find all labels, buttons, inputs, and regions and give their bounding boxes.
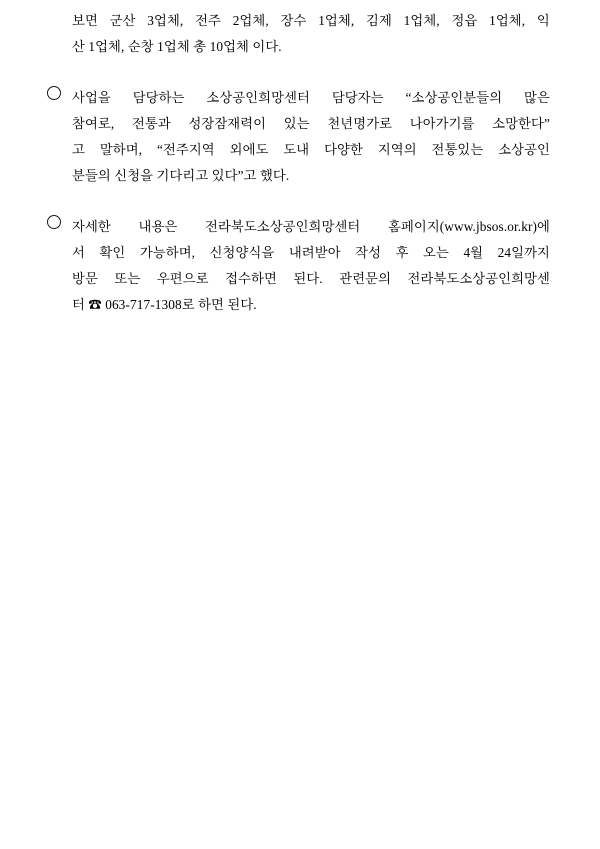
text-chunk: “전주지역 — [156, 142, 215, 157]
text-chunk: 군산 — [109, 13, 136, 28]
text-chunk: 장수 — [280, 13, 307, 28]
text-line — [72, 137, 550, 163]
circle-bullet-icon — [47, 215, 61, 229]
text-line — [72, 8, 550, 34]
phone-contact: 터 ☎ 063-717-1308로 하면 된다. — [72, 297, 257, 312]
text-chunk: 전라북도소상공인희망센 — [407, 271, 550, 286]
text-chunk: 천년명가로 — [327, 116, 393, 131]
text-chunk: 말하며, — [99, 142, 143, 157]
text-line — [72, 85, 550, 111]
text-chunk: 또는 — [114, 271, 141, 286]
text-chunk: 담당자는 — [331, 90, 384, 105]
text-chunk: 소상공인희망센터 — [206, 90, 310, 105]
text-chunk: 정읍 — [451, 13, 478, 28]
text-chunk: 외에도 — [229, 142, 269, 157]
text-chunk: 익 — [536, 13, 550, 28]
text-chunk: 24일까지 — [497, 245, 550, 260]
text-chunk: 김제 — [366, 13, 392, 28]
text-chunk: 전통과 — [131, 116, 171, 131]
text-chunk: 4월 — [463, 245, 484, 260]
text-chunk: 방문 — [72, 271, 98, 286]
document-body — [72, 0, 550, 343]
text-chunk: 자세한 — [72, 219, 111, 234]
text-line — [72, 266, 550, 292]
text-chunk: 3업체, — [147, 13, 184, 28]
text-chunk: 분들의 신청을 기다리고 있다”고 했다. — [72, 168, 290, 183]
paragraph-continuation — [72, 8, 550, 60]
text-chunk: 참여로, — [72, 116, 115, 131]
text-line — [72, 34, 550, 60]
text-chunk: 전주 — [195, 13, 221, 28]
text-chunk: 신청양식을 — [209, 245, 275, 260]
text-chunk: 산 1업체, 순창 1업체 총 10업체 이다. — [72, 39, 282, 54]
text-chunk: 2업체, — [232, 13, 269, 28]
text-chunk: 작성 — [355, 245, 382, 260]
text-chunk: “소상공인분들의 — [405, 90, 503, 105]
text-chunk: 우편으로 — [156, 271, 209, 286]
text-chunk: 1업체, — [318, 13, 355, 28]
text-chunk: 내려받아 — [288, 245, 341, 260]
text-chunk: 확인 — [99, 245, 126, 260]
text-chunk: 성장잠재력이 — [188, 116, 267, 131]
website-link[interactable]: 홈페이지(www.jbsos.or.kr)에 — [388, 219, 550, 234]
paragraph-bulleted — [72, 85, 550, 189]
text-chunk: 관련문의 — [339, 271, 392, 286]
text-line — [72, 214, 550, 240]
text-chunk: 내용은 — [138, 219, 178, 234]
text-chunk: 고 — [72, 142, 85, 157]
text-chunk: 가능하며, — [139, 245, 196, 260]
text-chunk: 있는 — [283, 116, 310, 131]
text-chunk: 된다. — [293, 271, 323, 286]
text-line — [72, 163, 550, 189]
circle-bullet-icon — [47, 86, 61, 100]
text-chunk: 담당하는 — [132, 90, 185, 105]
text-chunk: 1업체, — [489, 13, 526, 28]
text-line — [72, 240, 550, 266]
text-chunk: 보면 — [72, 13, 98, 28]
text-chunk: 소망한다” — [492, 116, 550, 131]
text-line — [72, 292, 550, 318]
text-line — [72, 111, 550, 137]
text-chunk: 서 — [72, 245, 85, 260]
text-chunk: 1업체, — [403, 13, 440, 28]
text-chunk: 오는 — [423, 245, 449, 260]
text-chunk: 소상공인 — [498, 142, 550, 157]
text-chunk: 후 — [395, 245, 409, 260]
text-chunk: 도내 — [283, 142, 310, 157]
text-chunk: 전라북도소상공인희망센터 — [205, 219, 361, 234]
text-chunk: 많은 — [524, 90, 550, 105]
text-chunk: 지역의 — [377, 142, 417, 157]
text-chunk: 사업을 — [72, 90, 111, 105]
text-chunk: 접수하면 — [225, 271, 277, 286]
text-chunk: 전통있는 — [431, 142, 484, 157]
text-chunk: 다양한 — [324, 142, 363, 157]
text-chunk: 나아가기를 — [409, 116, 475, 131]
paragraph-bulleted — [72, 214, 550, 318]
